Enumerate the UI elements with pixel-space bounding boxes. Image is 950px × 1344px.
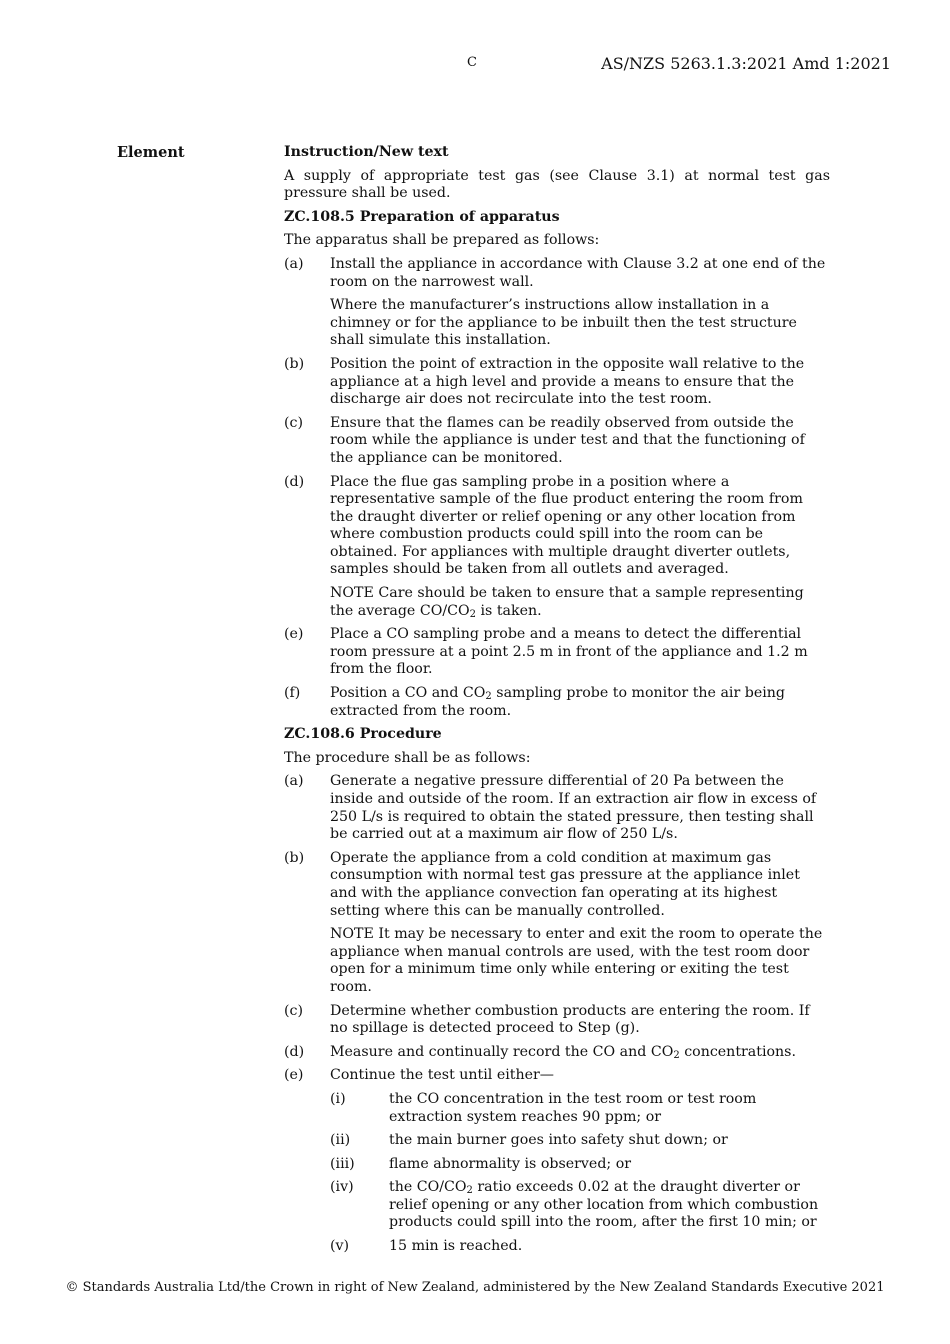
item-label: (c): [284, 414, 304, 431]
sub-list-item: [330, 1091, 830, 1126]
item-text: Continue the test until either—: [330, 1067, 554, 1084]
item-label: (e): [284, 626, 304, 643]
sub-item-label: (ii): [330, 1132, 351, 1149]
sub-item-label: (iv): [330, 1179, 354, 1196]
item-label: (c): [284, 1002, 304, 1019]
item-text: Operate the appliance from a cold condition at maximum gas consumption with normal test gas pressure at the appliance inlet and with the appliance convection fan operating at its highest setting where this can be manually controlled.: [330, 849, 800, 919]
list-item: [284, 850, 830, 997]
preparation-lead: The apparatus shall be prepared as follows:: [284, 232, 600, 249]
sub-item-text: the CO concentration in the test room or test room extraction system reaches 90 ppm; or: [389, 1090, 757, 1125]
item-label: (a): [284, 255, 304, 272]
standard-number: AS/NZS 5263.1.3:2021 Amd 1:2021: [601, 54, 891, 73]
sub-item-label: (v): [330, 1238, 350, 1255]
sub-item-text: 15 min is reached.: [389, 1238, 523, 1255]
item-extra: Where the manufacturer’s instructions allow installation in a chimney or for the appliance to be inbuilt then the test structure shall simulate this installation.: [330, 297, 797, 349]
list-item: [284, 474, 830, 621]
item-text: Install the appliance in accordance with Clause 3.2 at one end of the room on the narrowest wall.: [330, 255, 826, 290]
section-heading-procedure: ZC.108.6 Procedure: [284, 726, 442, 743]
item-label: (f): [284, 685, 301, 702]
item-note: NOTE Care should be taken to ensure that a sample representing the average $CO/CO_2$ is taken.: [330, 585, 804, 620]
copyright-footer: © Standards Australia Ltd/the Crown in right of New Zealand, administered by the New Zealand Standards Executive 2021: [65, 1280, 885, 1295]
list-item: [284, 773, 830, 843]
item-label: (d): [284, 473, 305, 490]
list-item: [284, 685, 830, 720]
list-item: [284, 415, 830, 468]
list-item: [284, 626, 830, 679]
item-text: Place the flue gas sampling probe in a position where a representative sample of the flue product entering the room from the draught diverter or relief opening or any other location from where combustion products could spill into the room can be obtained. For appliances with multiple draught diverter outlets, samples should be taken from all outlets and averaged.: [330, 473, 803, 578]
item-label: (b): [284, 355, 305, 372]
sub-list-item: [330, 1132, 830, 1150]
item-note: NOTE It may be necessary to enter and exit the room to operate the appliance when manual controls are used, with the test room door open for a minimum time only while entering or exiting the test room.: [330, 926, 823, 995]
item-text: Measure and continually record the CO and $CO_2$ concentrations.: [330, 1043, 796, 1061]
sub-list-item: [330, 1179, 830, 1232]
sub-item-label: (i): [330, 1090, 346, 1107]
page-letter: C: [467, 55, 477, 70]
list-item: [284, 1044, 830, 1062]
element-column-heading: Element: [117, 144, 185, 161]
sub-list-item: [330, 1238, 830, 1256]
instruction-column: [284, 144, 830, 1268]
sub-item-text: flame abnormality is observed; or: [389, 1155, 632, 1172]
item-text: Ensure that the flames can be readily observed from outside the room while the appliance is under test and that the functioning of the appliance can be monitored.: [330, 414, 805, 466]
item-label: (b): [284, 849, 305, 866]
item-label: (e): [284, 1067, 304, 1084]
item-text: Determine whether combustion products are entering the room. If no spillage is detected proceed to Step (g).: [330, 1002, 810, 1037]
sub-list-item: [330, 1156, 830, 1174]
item-text: Position a CO and $CO_2$ sampling probe to monitor the air being extracted from the room.: [330, 685, 785, 719]
list-item: [284, 1003, 830, 1038]
list-item: [284, 1067, 830, 1261]
list-item: [284, 356, 830, 409]
item-text: Position the point of extraction in the opposite wall relative to the appliance at a high level and provide a means to ensure that the discharge air does not recirculate into the test room.: [330, 355, 805, 408]
sub-item-text: the $CO/CO_2$ ratio exceeds 0.02 at the draught diverter or relief opening or any other location from which combustion products could spill into the room, after the first 10 min; or: [389, 1179, 819, 1231]
intro-paragraph: A supply of appropriate test gas (see Clause 3.1) at normal test gas pressure shall be used.: [284, 167, 830, 202]
list-item: [284, 256, 830, 350]
procedure-lead: The procedure shall be as follows:: [284, 749, 531, 766]
sub-item-label: (iii): [330, 1155, 355, 1172]
sub-item-text: the main burner goes into safety shut down; or: [389, 1132, 728, 1149]
item-text: Generate a negative pressure differential of 20 Pa between the inside and outside of the room. If an extraction air flow in excess of 250 L/s is required to obtain the stated pressure, then testing shall be carried out at a maximum air flow of 250 L/s.: [330, 773, 817, 843]
item-text: Place a CO sampling probe and a means to detect the differential room pressure at a point 2.5 m in front of the appliance and 1.2 m from the floor.: [330, 626, 808, 678]
item-label: (a): [284, 773, 304, 790]
section-heading-preparation: ZC.108.5 Preparation of apparatus: [284, 208, 560, 225]
instruction-column-heading: Instruction/New text: [284, 144, 449, 160]
item-label: (d): [284, 1043, 305, 1060]
